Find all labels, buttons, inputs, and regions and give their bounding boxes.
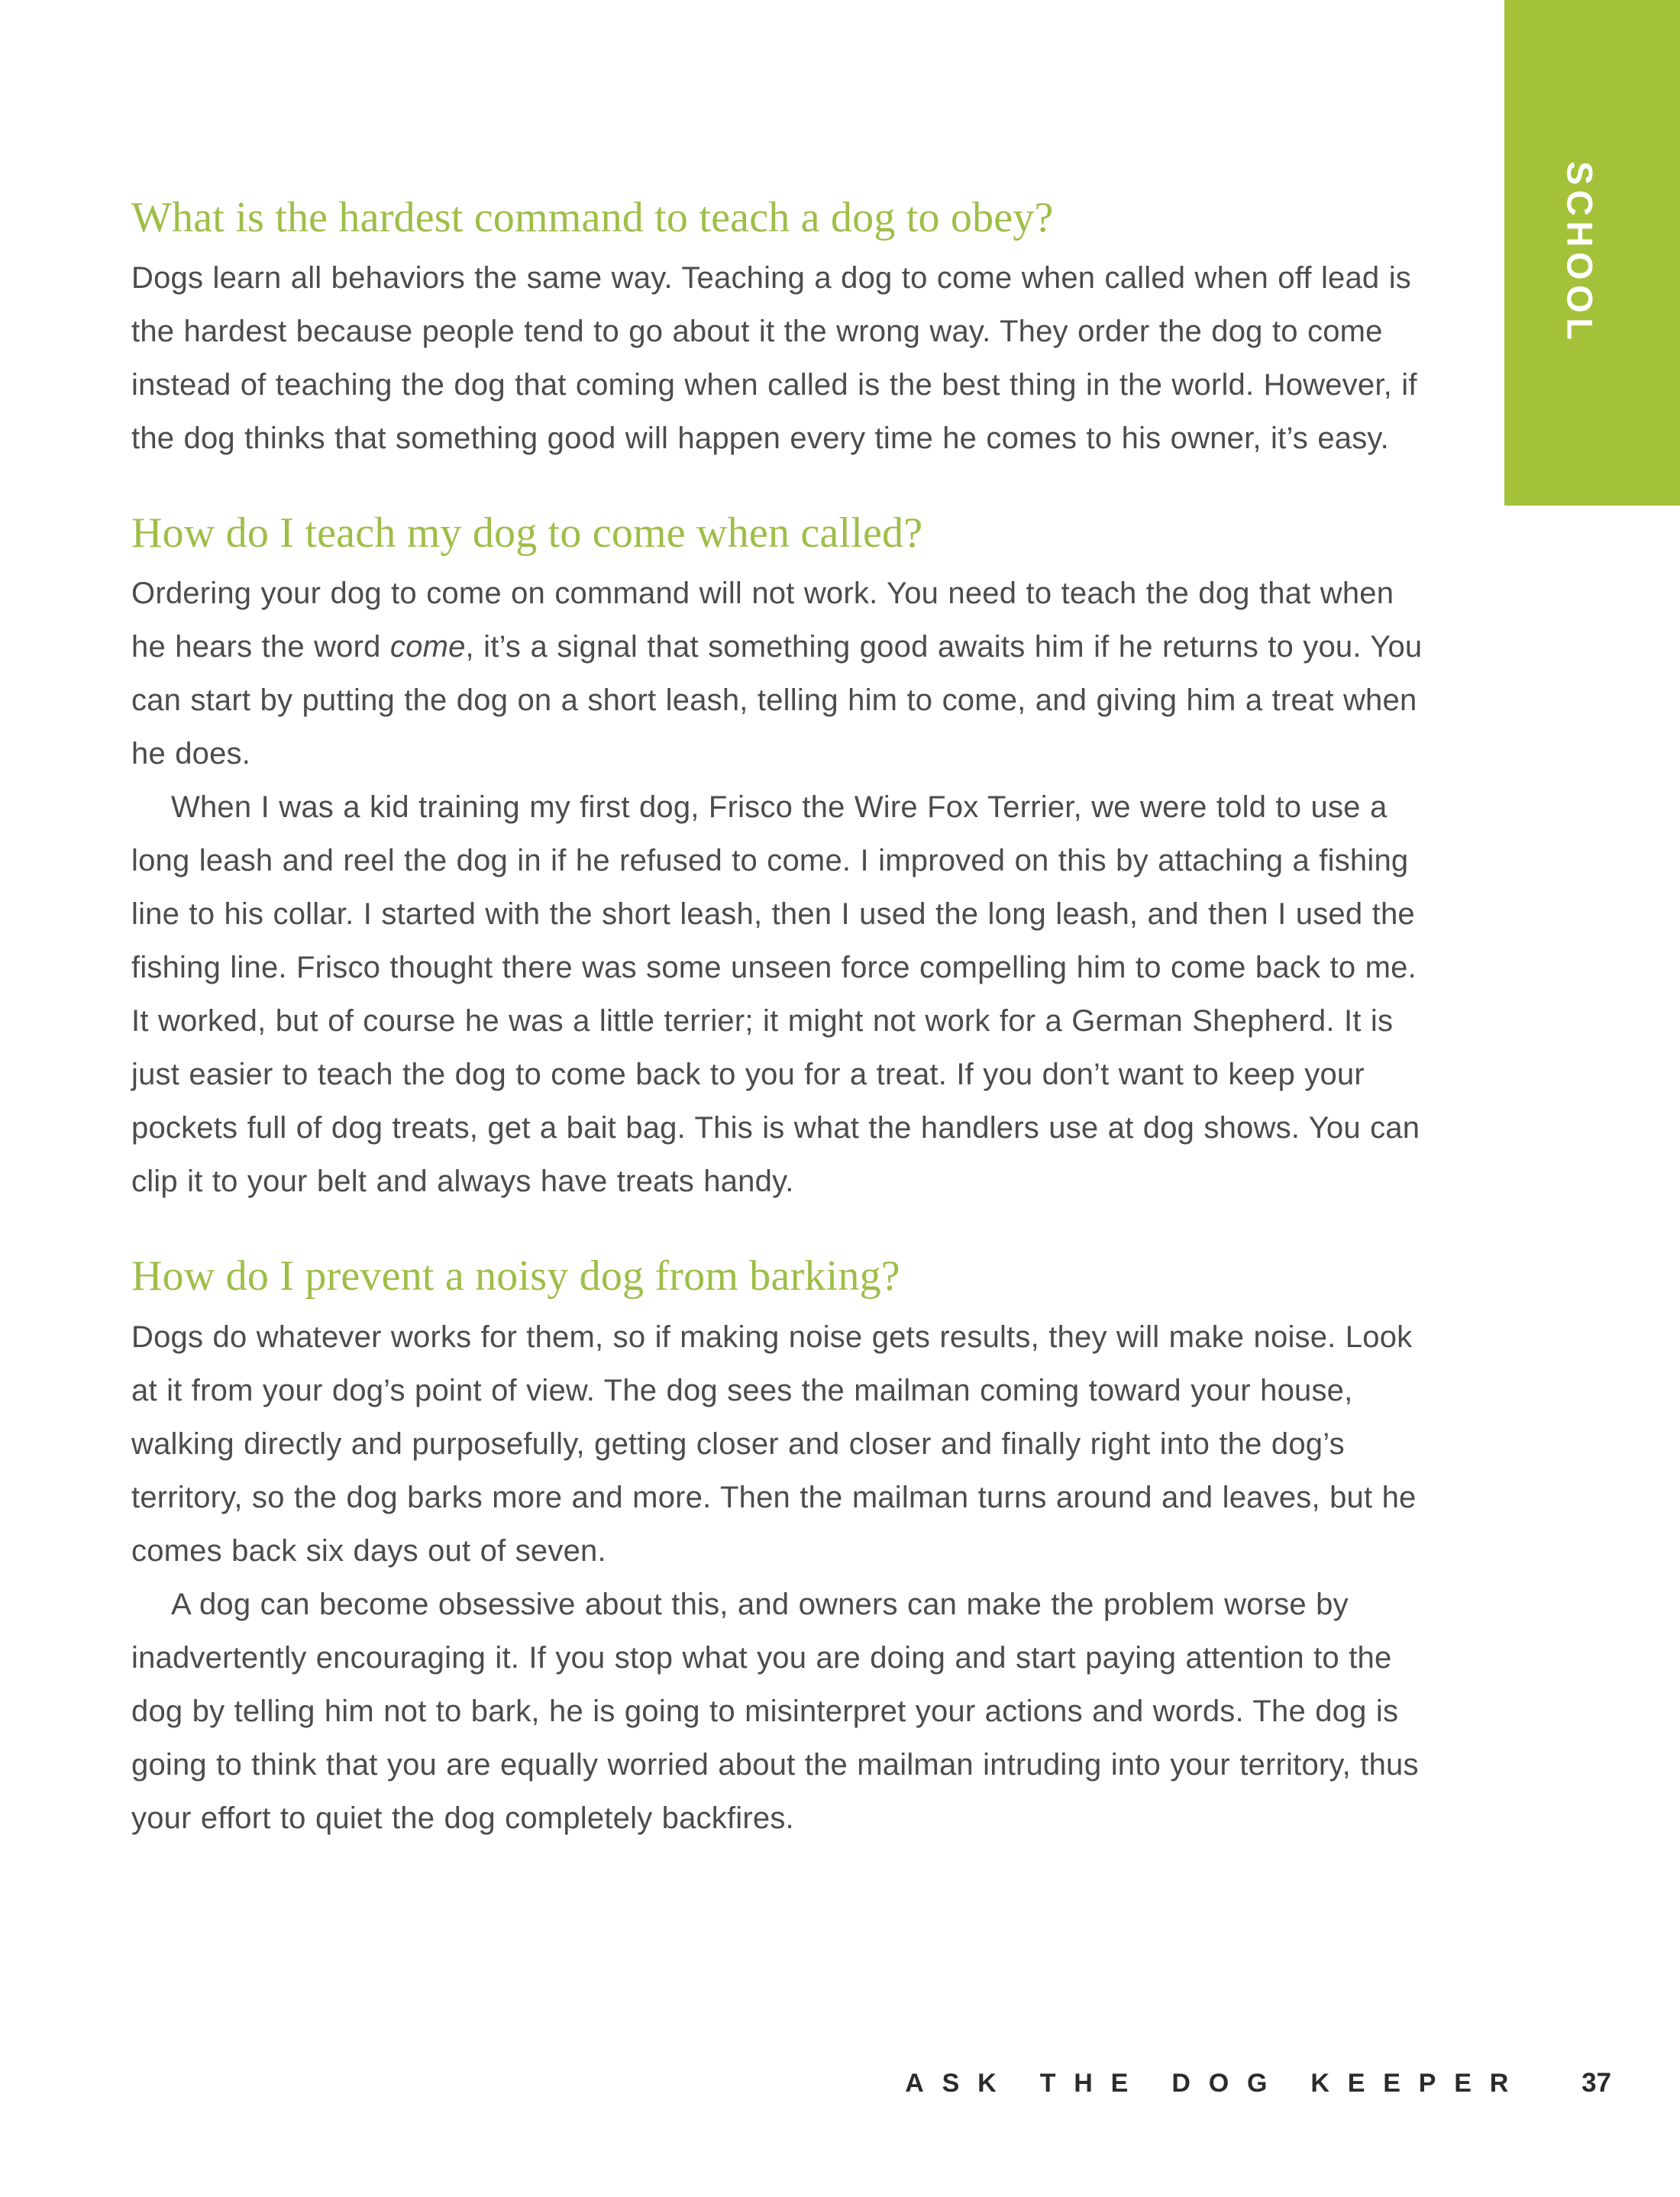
answer-paragraph [131,567,1433,780]
question-heading: How do I teach my dog to come when called? [131,509,923,557]
page-number: 37 [1581,2068,1611,2098]
question-heading: How do I prevent a noisy dog from barking? [131,1252,900,1300]
page-footer [905,2068,1611,2098]
qa-section-hardest-command [131,192,1433,465]
answer-paragraph: Dogs learn all behaviors the same way. Teaching a dog to come when called when off lead is the hardest because people tend to go about it the wrong way. They order the dog to come instead of teaching the dog that coming when called is the best thing in the world. However, if the dog thinks that something good will happen every time he comes to his owner, it’s easy. [131,261,1417,456]
answer-paragraph: When I was a kid training my first dog, Frisco the Wire Fox Terrier, we were told to use a long leash and reel the dog in if he refused to come. I improved on this by attaching a fishing line to his collar. I started with the short leash, then I used the long leash, and then I used the fishing line. Frisco thought there was some unseen force compelling him to come back to me. It worked, but of course he was a little terrier; it might not work for a German Shepherd. It is just easier to teach the dog to come back to you for a treat. If you don’t want to keep your pockets full of dog treats, get a bait bag. This is what the handlers use at dog shows. You can clip it to your belt and always have treats handy. [131,790,1420,1199]
footer-book-title: ASK THE DOG KEEPER [905,2069,1527,2098]
question-heading: What is the hardest command to teach a dog to obey? [131,194,1054,241]
answer-paragraph: Dogs do whatever works for them, so if making noise gets results, they will make noise. Look at it from your dog’s point of view. The dog sees the mailman coming toward your house, walking directly and purposefully, getting closer and closer and finally right into the dog’s territory, so the dog barks more and more. Then the mailman turns around and leaves, but he comes back six days out of seven. [131,1320,1417,1568]
qa-section-noisy-dog-barking [131,1251,1433,1844]
chapter-tab [1504,0,1680,506]
answer-text-before-italic: Ordering your dog to come on command will not work. You need to teach the dog that when he hears the word [131,577,1394,664]
italic-word-come: come [389,630,466,664]
answer-text-after-italic: , it’s a signal that something good awaits him if he returns to you. You can start by putting the dog on a short leash, telling him to come, and giving him a treat when he does. [131,630,1423,771]
chapter-tab-label: SCHOOL [1559,160,1601,345]
page-content [131,192,1433,1845]
answer-paragraph: A dog can become obsessive about this, and owners can make the problem worse by inadvertently encouraging it. If you stop what you are doing and start paying attention to the dog by telling him not to bark, he is going to misinterpret your actions and words. The dog is going to think that you are equally worried about the mailman intruding into your territory, thus your effort to quiet the dog completely backfires. [131,1587,1419,1835]
qa-section-come-when-called [131,508,1433,1208]
